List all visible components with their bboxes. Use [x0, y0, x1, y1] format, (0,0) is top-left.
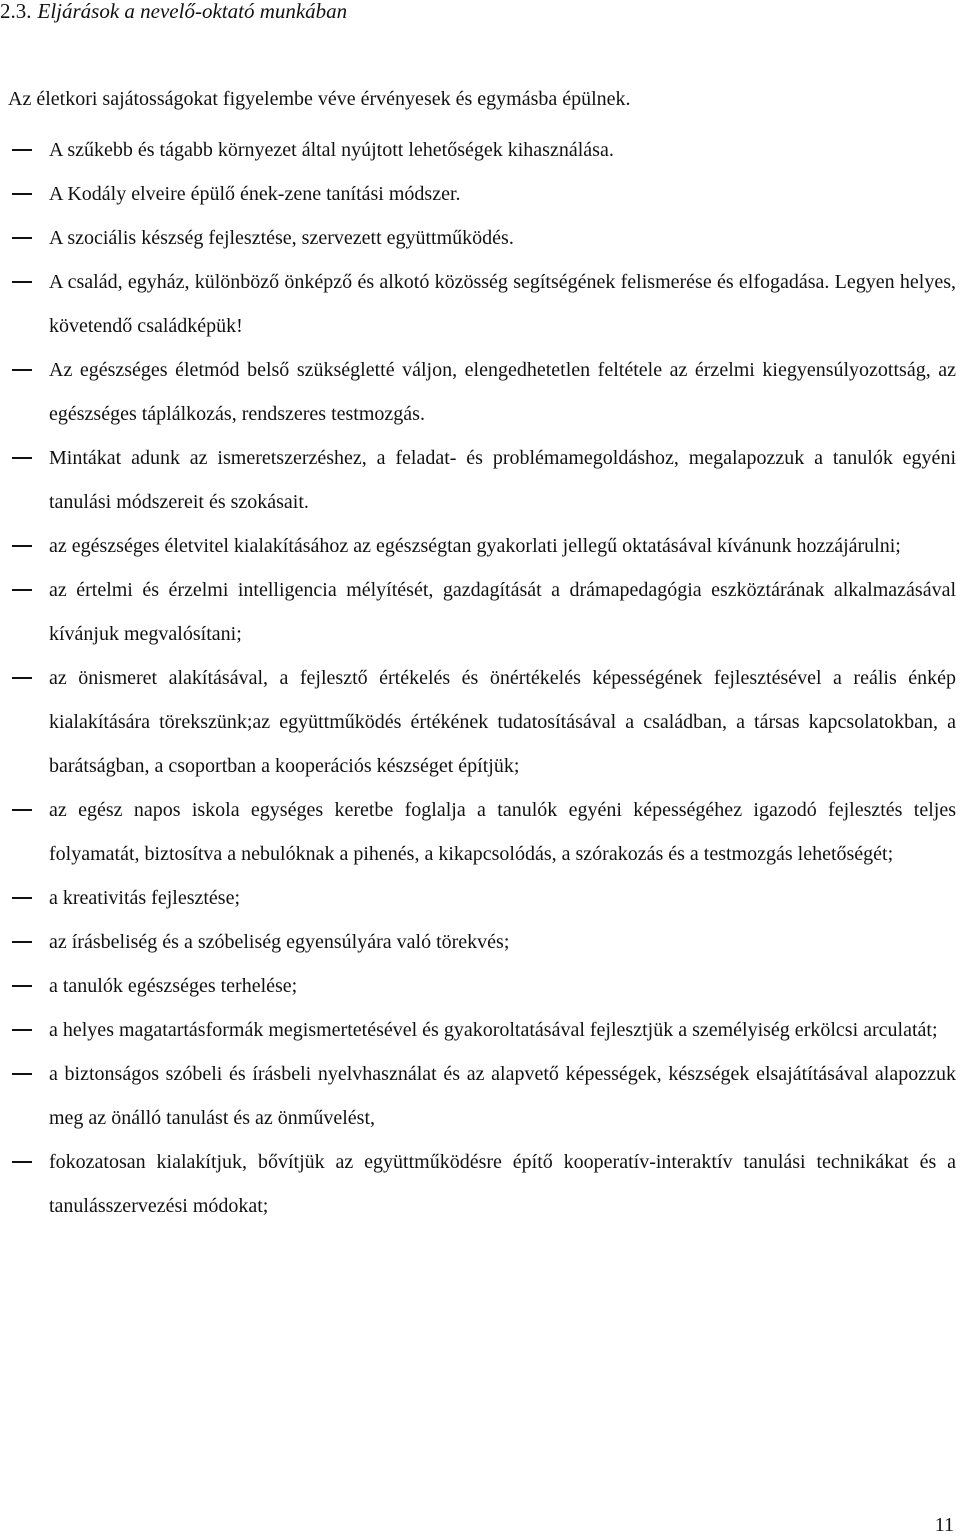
list-item: az írásbeliség és a szóbeliség egyensúlyára való törekvés; [0, 920, 956, 964]
procedures-list [0, 128, 956, 1228]
page-number: 11 [934, 1514, 954, 1536]
list-item: Mintákat adunk az ismeretszerzéshez, a feladat- és problémamegoldáshoz, megalapozzuk a tanulók egyéni tanulási módszereit és szokásait. [0, 436, 956, 524]
list-item: A Kodály elveire épülő ének-zene tanítási módszer. [0, 172, 956, 216]
section-heading [0, 0, 347, 25]
list-item: fokozatosan kialakítjuk, bővítjük az együttműködésre építő kooperatív-interaktív tanulási technikákat és a tanulásszervezési módokat; [0, 1140, 956, 1228]
list-item: a tanulók egészséges terhelése; [0, 964, 956, 1008]
list-item: az egészséges életvitel kialakításához az egészségtan gyakorlati jellegű oktatásával kívánunk hozzájárulni; [0, 524, 956, 568]
list-item: A szociális készség fejlesztése, szervezett együttműködés. [0, 216, 956, 260]
section-title: Eljárások a nevelő-oktató munkában [37, 0, 348, 23]
section-number: 2.3. [0, 0, 32, 23]
list-item: az önismeret alakításával, a fejlesztő értékelés és önértékelés képességének fejlesztésével a reális énkép kialakítására törekszünk;az együttműködés értékének tudatosításával a családban, a társas kapcsolatokban, a barátságban, a csoportban a kooperációs készséget építjük; [0, 656, 956, 788]
list-item: az értelmi és érzelmi intelligencia mélyítését, gazdagítását a drámapedagógia eszköztárának alkalmazásával kívánjuk megvalósítani; [0, 568, 956, 656]
list-item: Az egészséges életmód belső szükségletté váljon, elengedhetetlen feltétele az érzelmi kiegyensúlyozottság, az egészséges táplálkozás, rendszeres testmozgás. [0, 348, 956, 436]
list-item: A család, egyház, különböző önképző és alkotó közösség segítségének felismerése és elfogadása. Legyen helyes, követendő családképük! [0, 260, 956, 348]
list-item: a biztonságos szóbeli és írásbeli nyelvhasználat és az alapvető képességek, készségek elsajátításával alapozzuk meg az önálló tanulást és az önművelést, [0, 1052, 956, 1140]
intro-paragraph: Az életkori sajátosságokat figyelembe véve érvényesek és egymásba épülnek. [8, 88, 631, 110]
list-item: az egész napos iskola egységes keretbe foglalja a tanulók egyéni képességéhez igazodó fejlesztés teljes folyamatát, biztosítva a nebulóknak a pihenés, a kikapcsolódás, a szórakozás és a testmozgás lehetőségét; [0, 788, 956, 876]
list-item: a kreativitás fejlesztése; [0, 876, 956, 920]
list-item: A szűkebb és tágabb környezet által nyújtott lehetőségek kihasználása. [0, 128, 956, 172]
list-item: a helyes magatartásformák megismertetésével és gyakoroltatásával fejlesztjük a személyiség erkölcsi arculatát; [0, 1008, 956, 1052]
